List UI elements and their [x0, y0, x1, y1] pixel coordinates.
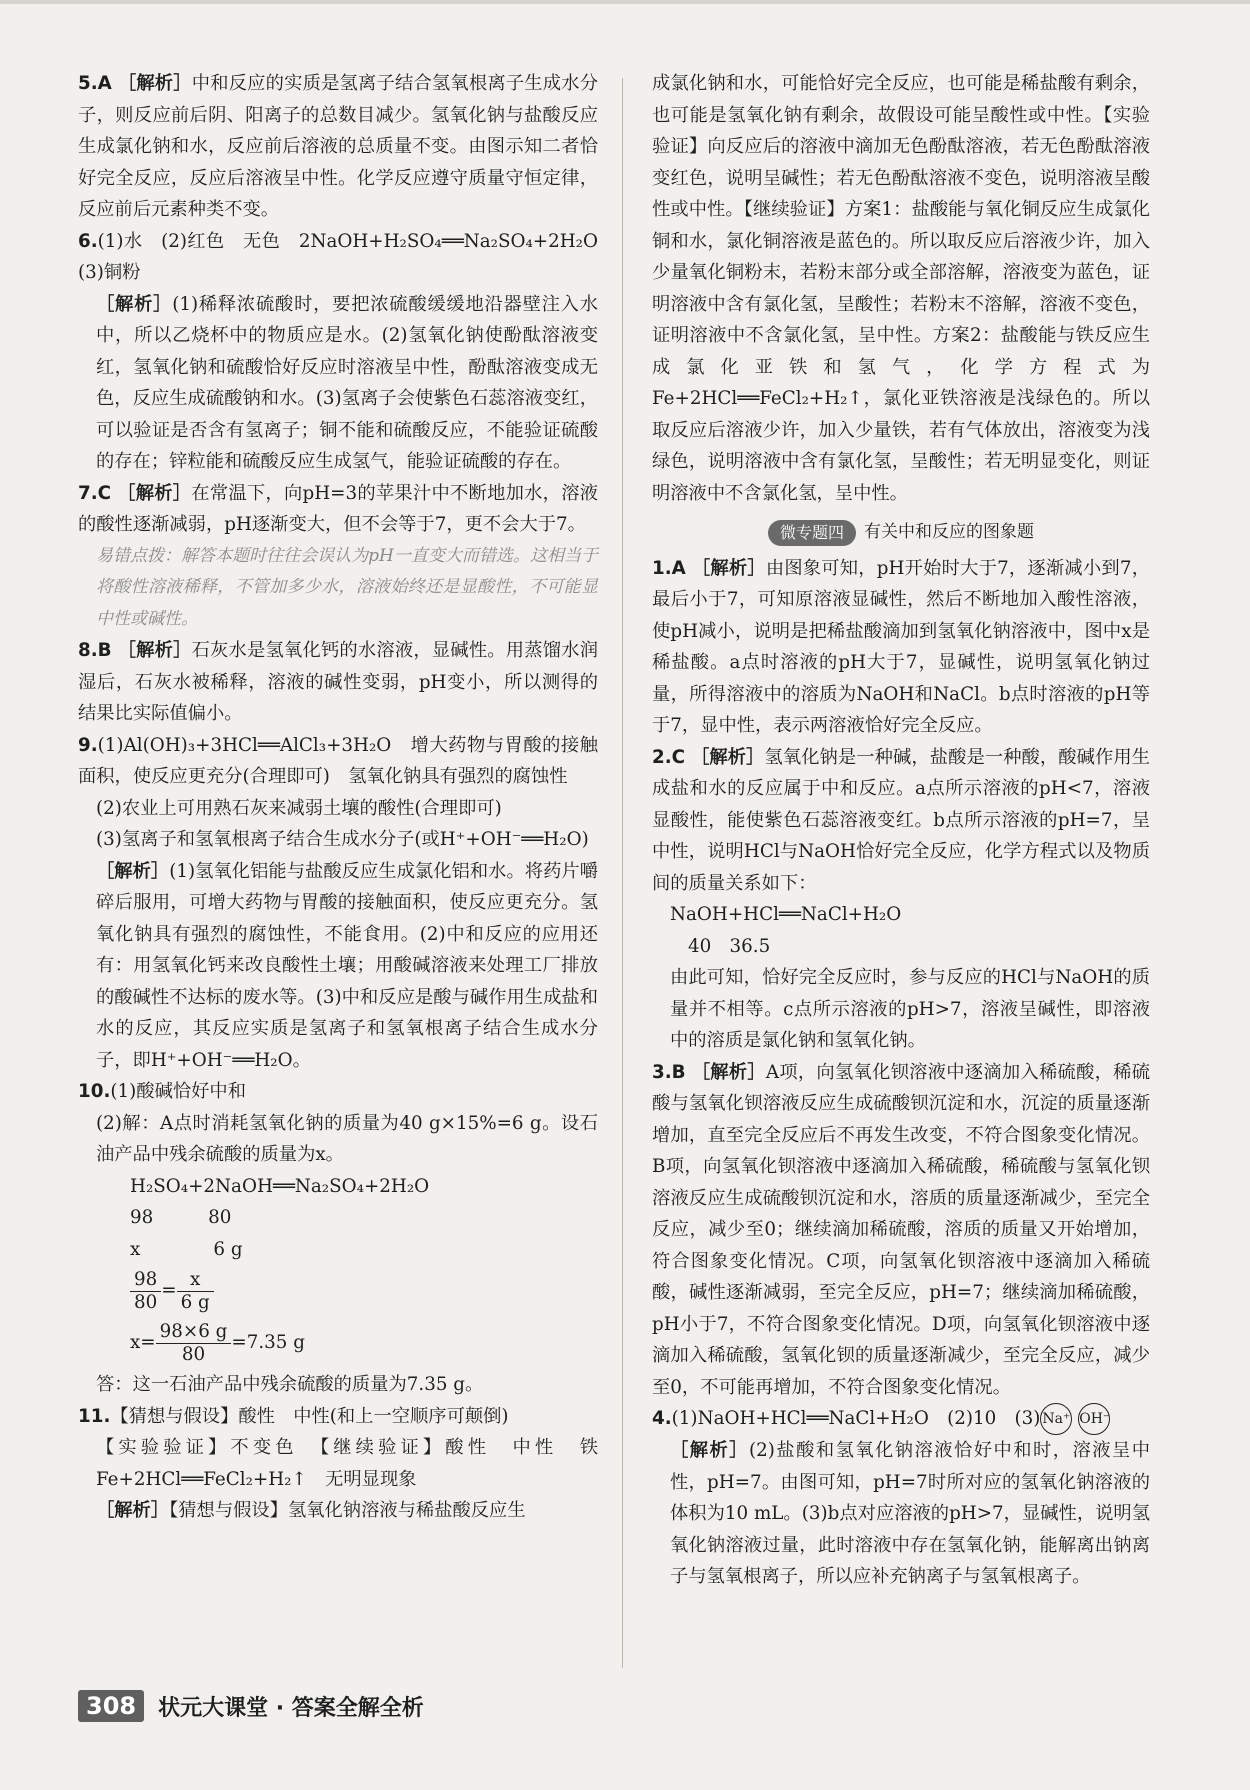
answer-11-2: 【实验验证】不变色 【继续验证】酸性 中性 铁 Fe+2HCl══FeCl₂+H₂↑ 无明显现象	[96, 1437, 617, 1490]
hydroxide-ion-circle: OH⁻	[1078, 1403, 1110, 1435]
question-number: 9.	[78, 734, 98, 756]
analysis-text: (1)稀释浓硫酸时，要把浓硫酸缓缓地沿器壁注入水中，所以乙烧杯中的物质应是水。(2)氢氧化钠使酚酞溶液变红，氢氧化钠和硫酸恰好反应时溶液呈中性，酚酞溶液变成无色，反应生成硫酸钠和水。(3)氢离子会使紫色石蕊溶液变红，可以验证是否含有氢离子；铜不能和硫酸反应，不能验证硫酸的存在；锌粒能和硫酸反应生成氢气，能验证硫酸的存在。	[96, 293, 599, 472]
answer-10-2: (2)解：A点时消耗氢氧化钠的质量为40 g×15%=6 g。设石油产品中残余硫酸的质量为x。	[96, 1112, 598, 1165]
question-number: 10.	[78, 1081, 111, 1102]
analysis-tag: ［解析］	[117, 482, 192, 504]
book-title: 状元大课堂 · 答案全解全析	[158, 1695, 424, 1721]
equation-r2: NaOH+HCl══NaCl+H₂O	[670, 904, 902, 925]
analysis-text: (2)盐酸和氢氧化钠溶液恰好中和时，溶液呈中性，pH=7。由图可知，pH=7时所对应的氢氧化钠溶液的体积为10 mL。(3)b点对应溶液的pH>7，显碱性，说明氢氧化钠溶液过量，此时溶液中存在氢氧化钠，能解离出钠离子与氢氧根离子，所以应补充钠离子与氢氧根离子。	[670, 1440, 1151, 1587]
question-number: 3.B	[652, 1061, 686, 1083]
analysis-r4	[652, 1435, 1150, 1593]
fraction-x	[156, 1321, 232, 1366]
fraction-denominator: 80	[134, 1291, 158, 1313]
analysis-tag: ［解析］	[691, 557, 766, 579]
analysis-text: 石灰水是氢氧化钙的水溶液，显碱性。用蒸馏水润湿后，石灰水被稀释，溶液的碱性变弱，pH变小，所以测得的结果比实际值偏小。	[78, 640, 599, 724]
analysis-text: 氢氧化钠是一种碱，盐酸是一种酸，酸碱作用生成盐和水的反应属于中和反应。a点所示溶液的pH<7，溶液显酸性，能使紫色石蕊溶液变红。b点所示溶液的pH=7，呈中性，说明HCl与NaOH恰好完全反应，化学方程式以及物质间的质量关系如下：	[652, 746, 1151, 894]
equation-10: H₂SO₄+2NaOH══Na₂SO₄+2H₂O	[130, 1175, 430, 1197]
analysis-11-continued: 成氯化钠和水，可能恰好完全反应，也可能是稀盐酸有剩余，也可能是氢氧化钠有剩余，故假设可能呈酸性或中性。【实验验证】向反应后的溶液中滴加无色酚酞溶液，若无色酚酞溶液变红色，说明呈碱性；若无色酚酞溶液不变色，说明溶液呈酸性或中性。【继续验证】方案1：盐酸能与氧化铜反应生成氯化铜和水，氯化铜溶液是蓝色的。所以取反应后溶液少许，加入少量氧化铜粉末，若粉末部分或全部溶解，溶液变为蓝色，证明溶液中含有氯化氢，呈酸性；若粉末不溶解，溶液不变色，证明溶液中不含氯化氢，呈中性。方案2：盐酸能与铁反应生成氯化亚铁和氢气，化学方程式为Fe+2HCl══FeCl₂+H₂↑，氯化亚铁溶液是浅绿色的。所以取反应后溶液少许，加入少量铁，若有气体放出，溶液变为浅绿色，说明溶液中含有氯化氢，呈酸性；若无明显变化，则证明溶液中不含氯化氢，呈中性。	[652, 73, 1150, 504]
answer-9	[78, 730, 598, 793]
left-column	[78, 68, 617, 1527]
question-number: 11.	[78, 1405, 111, 1427]
mass-row-r2: 40 36.5	[688, 935, 771, 957]
question-number: 4.	[652, 1408, 672, 1429]
fraction-left	[130, 1269, 161, 1314]
question-number: 6.	[78, 230, 98, 252]
analysis-tag: ［解析］	[117, 640, 192, 661]
question-number: 1.A	[652, 557, 686, 579]
answer-11	[78, 1401, 598, 1433]
question-number: 8.B	[78, 640, 112, 661]
section-header	[652, 517, 1150, 549]
x-equation	[78, 1317, 598, 1369]
analysis-text: 【猜想与假设】氢氧化钠溶液与稀盐酸反应生	[169, 1500, 526, 1521]
answer-r1	[652, 553, 1150, 742]
x-lhs: x=	[130, 1332, 156, 1354]
after-r2: 由此可知，恰好完全反应时，参与反应的HCl与NaOH的质量并不相等。c点所示溶液的pH>7，溶液呈碱性，即溶液中的溶质是氯化钠和氢氧化钠。	[670, 967, 1150, 1051]
answer-r2	[652, 742, 1150, 900]
fraction-numerator: 98	[130, 1269, 161, 1292]
fraction-right	[177, 1269, 214, 1314]
question-number: 2.C	[652, 746, 686, 768]
fraction-numerator: 98×6 g	[156, 1321, 232, 1344]
analysis-text: 中和反应的实质是氢离子结合氢氧根离子生成水分子，则反应前后阴、阳离子的总数目减少。氢氧化钠与盐酸反应生成氯化钠和水，反应前后溶液的总质量不变。由图示知二者恰好完全反应，反应后溶液呈中性。化学反应遵守质量守恒定律，反应前后元素种类不变。	[78, 73, 599, 220]
top-edge	[0, 0, 1250, 4]
analysis-6	[78, 289, 598, 478]
sodium-ion-circle: Na⁺	[1040, 1403, 1072, 1435]
answer-5	[78, 68, 598, 226]
analysis-tag: ［解析］	[117, 73, 192, 94]
answer-r4	[652, 1403, 1150, 1435]
answer-text: (1)水 (2)红色 无色 2NaOH+H₂SO₄══Na₂SO₄+2H₂O (3)铜粉	[78, 230, 617, 283]
analysis-text: (1)氢氧化铝能与盐酸反应生成氯化铝和水。将药片嚼碎后服用，可增大药物与胃酸的接触面积，使反应更充分。氢氧化钠具有强烈的腐蚀性，不能食用。(2)中和反应的应用还有：用氢氧化钙来改良酸性土壤；用酸碱溶液来处理工厂排放的酸碱性不达标的废水等。(3)中和反应是酸与碱作用生成盐和水的反应，其反应实质是氢离子和氢氧根离子结合生成水分子，即H⁺+OH⁻══H₂O。	[96, 860, 598, 1071]
mass-row-1: 98 80	[130, 1207, 232, 1228]
answer-9-3: (3)氢离子和氢氧根离子结合生成水分子(或H⁺+OH⁻══H₂O)	[96, 829, 589, 850]
page-number: 308	[78, 1690, 144, 1722]
analysis-tag: ［解析］	[691, 1061, 766, 1083]
answer-text: 【猜想与假设】酸性 中性(和上一空顺序可颠倒)	[110, 1405, 509, 1427]
error-tip-7: 易错点拨：解答本题时往往会误认为pH一直变大而错选。这相当于将酸性溶液稀释，不管加多少水，溶液始终还是显酸性，不可能显中性或碱性。	[96, 545, 598, 629]
question-number: 5.A	[78, 73, 112, 94]
answer-7	[78, 478, 598, 541]
analysis-tag: ［解析］	[96, 1500, 170, 1521]
conclusion-10: 答：这一石油产品中残余硫酸的质量为7.35 g。	[96, 1374, 484, 1395]
analysis-11	[78, 1495, 598, 1527]
fraction-numerator: x	[177, 1269, 214, 1292]
section-title: 有关中和反应的图象题	[864, 522, 1034, 542]
column-divider	[622, 78, 623, 1668]
fraction-denominator: 6 g	[180, 1291, 210, 1313]
analysis-tag: ［解析］	[691, 746, 765, 768]
analysis-tag: ［解析］	[670, 1440, 749, 1461]
answer-9-2: (2)农业上可用熟石灰来减弱土壤的酸性(合理即可)	[96, 797, 502, 819]
analysis-tag: ［解析］	[96, 860, 170, 882]
answer-8	[78, 635, 598, 730]
answer-r3	[652, 1057, 1150, 1404]
answer-text: (1)NaOH+HCl══NaCl+H₂O (2)10 (3)	[671, 1408, 1041, 1429]
page-footer	[78, 1690, 424, 1722]
analysis-text: A项，向氢氧化钡溶液中逐滴加入稀硫酸，稀硫酸与氢氧化钡溶液反应生成硫酸钡沉淀和水，沉淀的质量逐渐增加，直至完全反应后不再发生改变，不符合图象变化情况。B项，向氢氧化钡溶液中逐滴加入稀硫酸，稀硫酸与氢氧化钡溶液反应生成硫酸钡沉淀和水，溶质的质量逐渐减少，至完全反应，减少至0；继续滴加稀硫酸，溶质的质量又开始增加，符合图象变化情况。C项，向氢氧化钡溶液中逐滴加入稀硫酸，碱性逐渐减弱，至完全反应，pH=7；继续滴加稀硫酸，pH小于7，不符合图象变化情况。D项，向氢氧化钡溶液中逐滴加入稀硫酸，氢氧化钡的质量逐渐减少，至完全反应，减少至0，不可能再增加，不符合图象变化情况。	[652, 1061, 1151, 1398]
x-result: =7.35 g	[231, 1332, 305, 1354]
ratio-equation	[78, 1265, 598, 1317]
equals-sign: =	[161, 1280, 177, 1302]
analysis-9	[78, 856, 598, 1077]
analysis-text: 由图象可知，pH开始时大于7，逐渐减小到7，最后小于7，可知原溶液显碱性，然后不断地加入酸性溶液，使pH减小，说明是把稀盐酸滴加到氢氧化钠溶液中，图中x是稀盐酸。a点时溶液的pH大于7，显碱性，说明氢氧化钠过量，所得溶液中的溶质为NaOH和NaCl。b点时溶液的pH等于7，显中性，表示两溶液恰好完全反应。	[652, 557, 1150, 736]
answer-6	[78, 226, 617, 289]
answer-10	[78, 1076, 598, 1108]
fraction-denominator: 80	[181, 1343, 206, 1365]
analysis-tag: ［解析］	[96, 293, 173, 315]
answer-text: (1)Al(OH)₃+3HCl══AlCl₃+3H₂O 增大药物与胃酸的接触面积，使反应更充分(合理即可) 氢氧化钠具有强烈的腐蚀性	[78, 734, 598, 787]
question-number: 7.C	[78, 482, 112, 504]
answer-text: (1)酸碱恰好中和	[110, 1081, 246, 1102]
analysis-text: 在常温下，向pH=3的苹果汁中不断地加水，溶液的酸性逐渐减弱，pH逐渐变大，但不会等于7，更不会大于7。	[78, 482, 599, 535]
mass-row-2: x 6 g	[130, 1238, 243, 1260]
section-label: 微专题四	[768, 520, 856, 546]
right-column	[652, 68, 1150, 1593]
